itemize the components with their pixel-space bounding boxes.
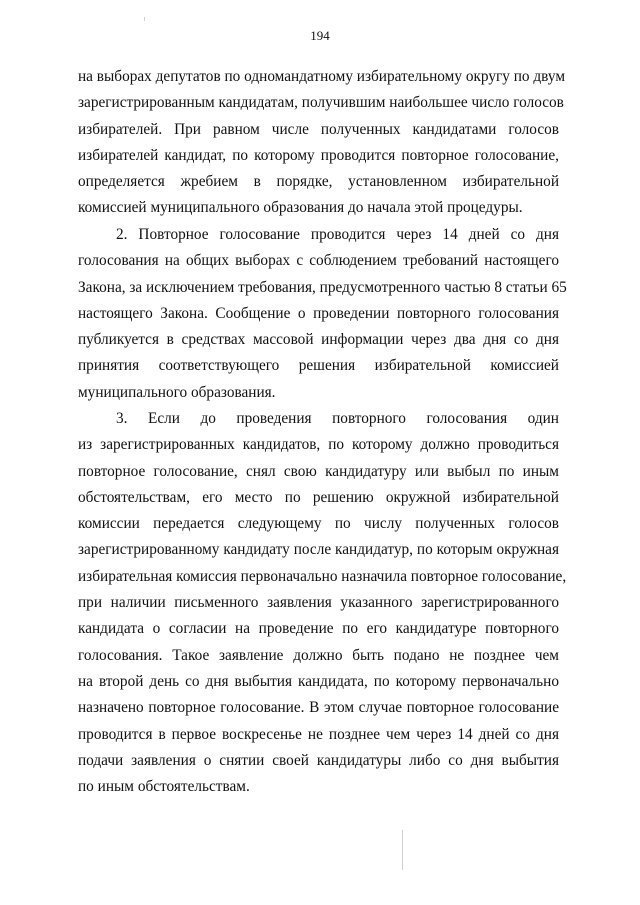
scan-artifact-top [144,17,145,21]
text-line: настоящего Закона. Сообщение о проведении повторного голосования [78,304,559,322]
text-line: публикуется в средствах массовой информации через два дня со дня [78,331,559,349]
text-line: кандидата о согласии на проведение по его кандидатуре повторного [78,620,559,638]
text-line: избирательная комиссия первоначально назначила повторное голосование, [78,567,567,585]
page-number: 194 [310,28,330,43]
text-line: избирателей кандидат, по которому проводится повторное голосование, [78,146,559,164]
text-line: зарегистрированным кандидатам, получившим наибольшее число голосов [78,94,564,112]
text-line: из зарегистрированных кандидатов, по которому должно проводиться [78,436,559,454]
text-line: 3. Если до проведения повторного голосования один [116,410,559,427]
paragraph-1 [78,64,566,222]
scan-artifact-bottom [402,830,403,870]
text-line: комиссией муниципального образования до начала этой процедуры. [78,199,523,217]
text-line: определяется жребием в порядке, установленном избирательной [78,173,559,191]
text-line: на второй день со дня выбытия кандидата, по которому первоначально [78,672,559,690]
text-line: голосования на общих выборах с соблюдением требований настоящего [78,252,559,270]
text-line: обстоятельствам, его место по решению окружной избирательной [78,488,559,506]
text-line: муниципального образования. [78,383,276,401]
text-line: при наличии письменного заявления указанного зарегистрированного [78,594,559,612]
text-line: зарегистрированному кандидату после кандидатур, по которым окружная [78,541,559,559]
text-line: комиссии передается следующему по числу полученных голосов [78,515,559,533]
text-line: подачи заявления о снятии своей кандидатуры либо со дня выбытия [78,751,559,769]
paragraph-2 [78,222,567,406]
text-line: принятия соответствующего решения избирательной комиссией [78,357,559,375]
text-line: 2. Повторное голосование проводится через 14 дней со дня [116,226,559,243]
text-line: проводится в первое воскресенье не позднее чем через 14 дней со дня [78,725,559,743]
text-line: избирателей. При равном числе полученных кандидатами голосов [78,120,559,138]
text-line: голосования. Такое заявление должно быть подано не позднее чем [78,646,559,664]
paragraph-3 [78,406,567,800]
text-line: повторное голосование, снял свою кандидатуру или выбыл по иным [78,462,559,480]
text-line: назначено повторное голосование. В этом случае повторное голосование [78,699,559,717]
text-line: на выборах депутатов по одномандатному избирательному округу по двум [78,68,566,85]
text-line: по иным обстоятельствам. [78,778,250,796]
text-line: Закона, за исключением требования, предусмотренного частью 8 статьи 65 [78,278,567,296]
